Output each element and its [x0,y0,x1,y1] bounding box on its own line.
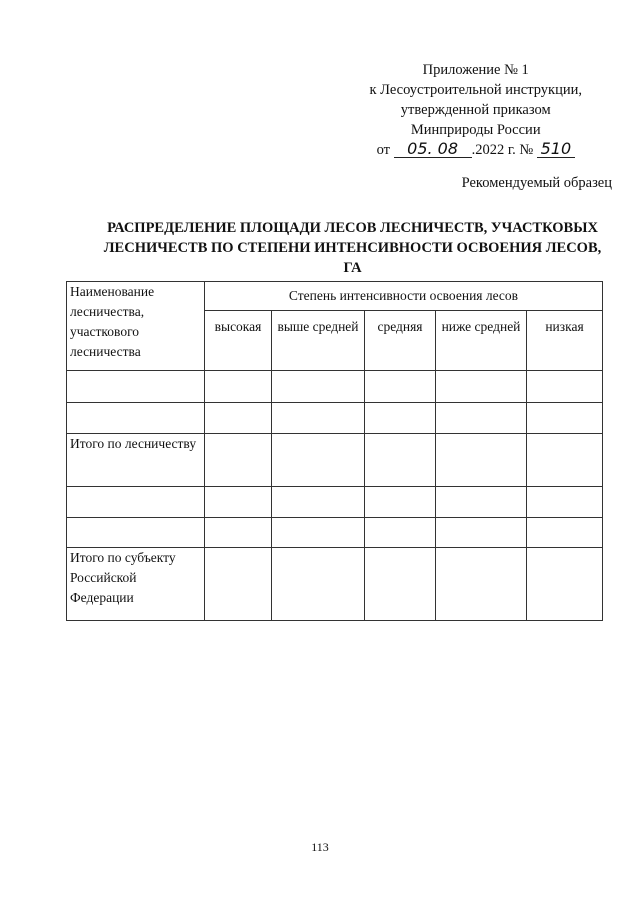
table-cell [527,518,603,548]
row-name [67,403,205,434]
table-cell [527,371,603,403]
appendix-header [369,60,582,160]
table-cell [436,434,527,487]
table-cell [365,371,436,403]
row-name [67,518,205,548]
document-title: РАСПРЕДЕЛЕНИЕ ПЛОЩАДИ ЛЕСОВ ЛЕСНИЧЕСТВ, УЧАСТКОВЫХ ЛЕСНИЧЕСТВ ПО СТЕПЕНИ ИНТЕНСИВНОСТИ ОСВОЕНИЯ ЛЕСОВ, ГА [103,220,602,276]
order-date-line: от 05. 08 .2022 г. № 510 [369,140,582,160]
table-cell [436,403,527,434]
column-header: высокая [205,311,272,371]
table-row [67,371,603,403]
row-name: Итого по лесничеству [67,434,205,487]
table-row [67,548,603,621]
table-cell [365,434,436,487]
table-row [67,518,603,548]
column-header: средняя [365,311,436,371]
handwritten-number: 510 [537,141,575,158]
table-cell [205,548,272,621]
table-cell [436,487,527,518]
row-name: Итого по субъекту Российской Федерации [67,548,205,621]
column-header: выше средней [272,311,365,371]
name-header: Наименование лесничества, участкового лесничества [67,282,205,371]
page-number: 113 [311,840,329,854]
row-name [67,371,205,403]
table-cell [205,371,272,403]
sample-label: Рекомендуемый образец [461,175,612,191]
table-cell [365,403,436,434]
appendix-line: Минприроды России [410,122,541,138]
table-cell [272,518,365,548]
table-cell [527,403,603,434]
table-cell [365,487,436,518]
table-cell [365,518,436,548]
table-row [67,487,603,518]
table-cell [436,371,527,403]
appendix-number: Приложение № 1 [422,62,529,78]
table-cell [272,487,365,518]
table-cell [365,548,436,621]
table-cell [205,403,272,434]
appendix-line: к Лесоустроительной инструкции, [369,82,582,98]
table-cell [272,403,365,434]
table-cell [205,434,272,487]
distribution-table [66,281,603,621]
table-cell [272,371,365,403]
table-cell [436,518,527,548]
table-cell [527,548,603,621]
table-cell [527,487,603,518]
table-cell [272,434,365,487]
handwritten-date: 05. 08 [394,141,472,158]
appendix-line: утвержденной приказом [400,102,551,118]
column-header: низкая [527,311,603,371]
table-row [67,403,603,434]
table-cell [436,548,527,621]
table-cell [205,487,272,518]
table-cell [205,518,272,548]
group-header: Степень интенсивности освоения лесов [205,282,603,311]
row-name [67,487,205,518]
table-cell [527,434,603,487]
column-header: ниже средней [436,311,527,371]
table-row [67,434,603,487]
table-cell [272,548,365,621]
